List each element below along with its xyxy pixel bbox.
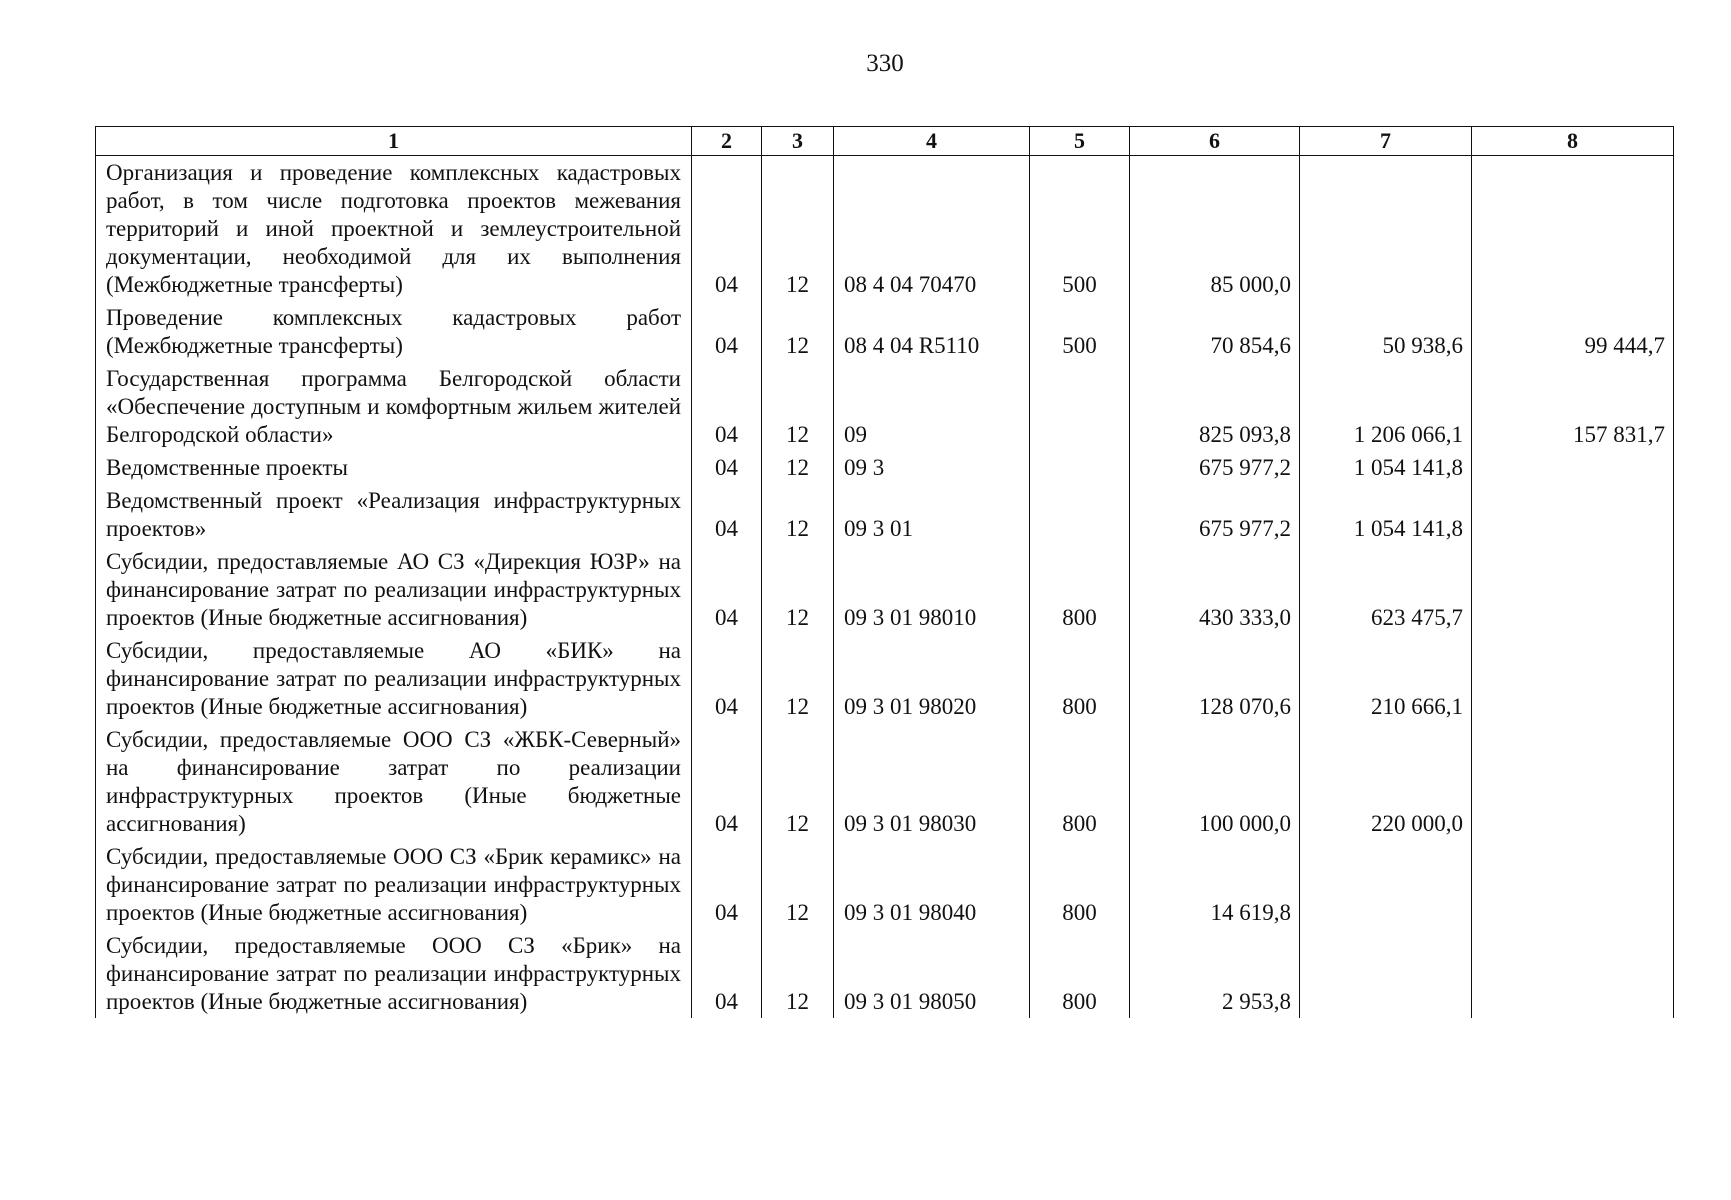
row-col-4: 09 3 01 98030 [834,723,1030,840]
row-name: Ведомственные проекты [96,451,692,484]
row-col-8 [1472,840,1674,929]
row-col-5 [1030,362,1130,451]
row-col-7: 50 938,6 [1300,301,1472,362]
row-col-6: 100 000,0 [1130,723,1300,840]
header-col-8: 8 [1472,127,1674,156]
table-row [96,301,1674,362]
header-col-1: 1 [96,127,692,156]
header-col-3: 3 [762,127,834,156]
row-name: Проведение комплексных кадастровых работ (Межбюджетные трансферты) [96,301,692,362]
row-col-8 [1472,484,1674,545]
table-row [96,451,1674,484]
row-col-2: 04 [692,484,762,545]
row-col-6: 128 070,6 [1130,634,1300,723]
row-col-6: 85 000,0 [1130,156,1300,302]
row-col-3: 12 [762,156,834,302]
header-col-6: 6 [1130,127,1300,156]
row-col-4: 08 4 04 R5110 [834,301,1030,362]
budget-table [95,126,1674,1018]
row-col-7: 220 000,0 [1300,723,1472,840]
row-col-3: 12 [762,451,834,484]
table-row [96,723,1674,840]
row-col-5: 800 [1030,929,1130,1018]
row-col-6: 675 977,2 [1130,484,1300,545]
row-col-2: 04 [692,929,762,1018]
row-name: Субсидии, предоставляемые АО «БИК» на финансирование затрат по реализации инфраструктурных проектов (Иные бюджетные ассигнования) [96,634,692,723]
row-name: Субсидии, предоставляемые ООО СЗ «Брик» на финансирование затрат по реализации инфраструктурных проектов (Иные бюджетные ассигнования) [96,929,692,1018]
row-col-4: 09 3 01 [834,484,1030,545]
row-col-2: 04 [692,545,762,634]
row-col-2: 04 [692,723,762,840]
row-name: Организация и проведение комплексных кадастровых работ, в том числе подготовка проектов межевания территорий и иной проектной и землеустроительной документации, необходимой для их выполнения (Межбюджетные трансферты) [96,156,692,302]
row-col-8 [1472,451,1674,484]
row-col-7: 1 054 141,8 [1300,451,1472,484]
header-col-7: 7 [1300,127,1472,156]
row-name: Субсидии, предоставляемые ООО СЗ «ЖБК-Северный» на финансирование затрат по реализации инфраструктурных проектов (Иные бюджетные ассигнования) [96,723,692,840]
row-col-5 [1030,484,1130,545]
page-number: 330 [866,50,904,77]
row-col-4: 09 [834,362,1030,451]
row-col-2: 04 [692,156,762,302]
table-row [96,545,1674,634]
row-col-8 [1472,723,1674,840]
row-col-4: 08 4 04 70470 [834,156,1030,302]
row-col-3: 12 [762,723,834,840]
row-col-7: 1 206 066,1 [1300,362,1472,451]
row-col-8 [1472,545,1674,634]
row-col-3: 12 [762,840,834,929]
header-col-2: 2 [692,127,762,156]
row-col-2: 04 [692,451,762,484]
row-col-3: 12 [762,929,834,1018]
row-col-3: 12 [762,362,834,451]
row-col-4: 09 3 01 98010 [834,545,1030,634]
row-col-3: 12 [762,634,834,723]
row-col-8 [1472,156,1674,302]
row-col-7 [1300,156,1472,302]
row-col-5: 500 [1030,301,1130,362]
row-col-6: 675 977,2 [1130,451,1300,484]
row-col-7: 623 475,7 [1300,545,1472,634]
row-col-3: 12 [762,545,834,634]
table-row [96,929,1674,1018]
row-col-6: 825 093,8 [1130,362,1300,451]
row-col-8 [1472,929,1674,1018]
table-row [96,840,1674,929]
row-col-6: 2 953,8 [1130,929,1300,1018]
header-col-4: 4 [834,127,1030,156]
row-col-6: 14 619,8 [1130,840,1300,929]
header-col-5: 5 [1030,127,1130,156]
row-col-5: 800 [1030,840,1130,929]
row-col-5: 800 [1030,723,1130,840]
table-row [96,634,1674,723]
row-col-7: 1 054 141,8 [1300,484,1472,545]
row-col-2: 04 [692,634,762,723]
row-name: Субсидии, предоставляемые АО СЗ «Дирекция ЮЗР» на финансирование затрат по реализации инфраструктурных проектов (Иные бюджетные ассигнования) [96,545,692,634]
table-row [96,484,1674,545]
row-col-4: 09 3 01 98040 [834,840,1030,929]
row-col-5: 800 [1030,545,1130,634]
row-name: Ведомственный проект «Реализация инфраструктурных проектов» [96,484,692,545]
row-col-6: 70 854,6 [1130,301,1300,362]
table-row [96,156,1674,302]
row-col-2: 04 [692,362,762,451]
row-col-3: 12 [762,484,834,545]
table-row [96,362,1674,451]
row-col-8: 157 831,7 [1472,362,1674,451]
row-col-7 [1300,929,1472,1018]
row-col-3: 12 [762,301,834,362]
row-col-5: 500 [1030,156,1130,302]
row-col-8 [1472,634,1674,723]
row-col-6: 430 333,0 [1130,545,1300,634]
row-col-7 [1300,840,1472,929]
row-col-8: 99 444,7 [1472,301,1674,362]
header-row [96,127,1674,156]
row-col-2: 04 [692,301,762,362]
row-name: Субсидии, предоставляемые ООО СЗ «Брик керамикс» на финансирование затрат по реализации инфраструктурных проектов (Иные бюджетные ассигнования) [96,840,692,929]
row-col-2: 04 [692,840,762,929]
row-col-7: 210 666,1 [1300,634,1472,723]
row-col-5: 800 [1030,634,1130,723]
row-col-4: 09 3 01 98020 [834,634,1030,723]
row-col-5 [1030,451,1130,484]
row-name: Государственная программа Белгородской области «Обеспечение доступным и комфортным жильем жителей Белгородской области» [96,362,692,451]
row-col-4: 09 3 [834,451,1030,484]
row-col-4: 09 3 01 98050 [834,929,1030,1018]
